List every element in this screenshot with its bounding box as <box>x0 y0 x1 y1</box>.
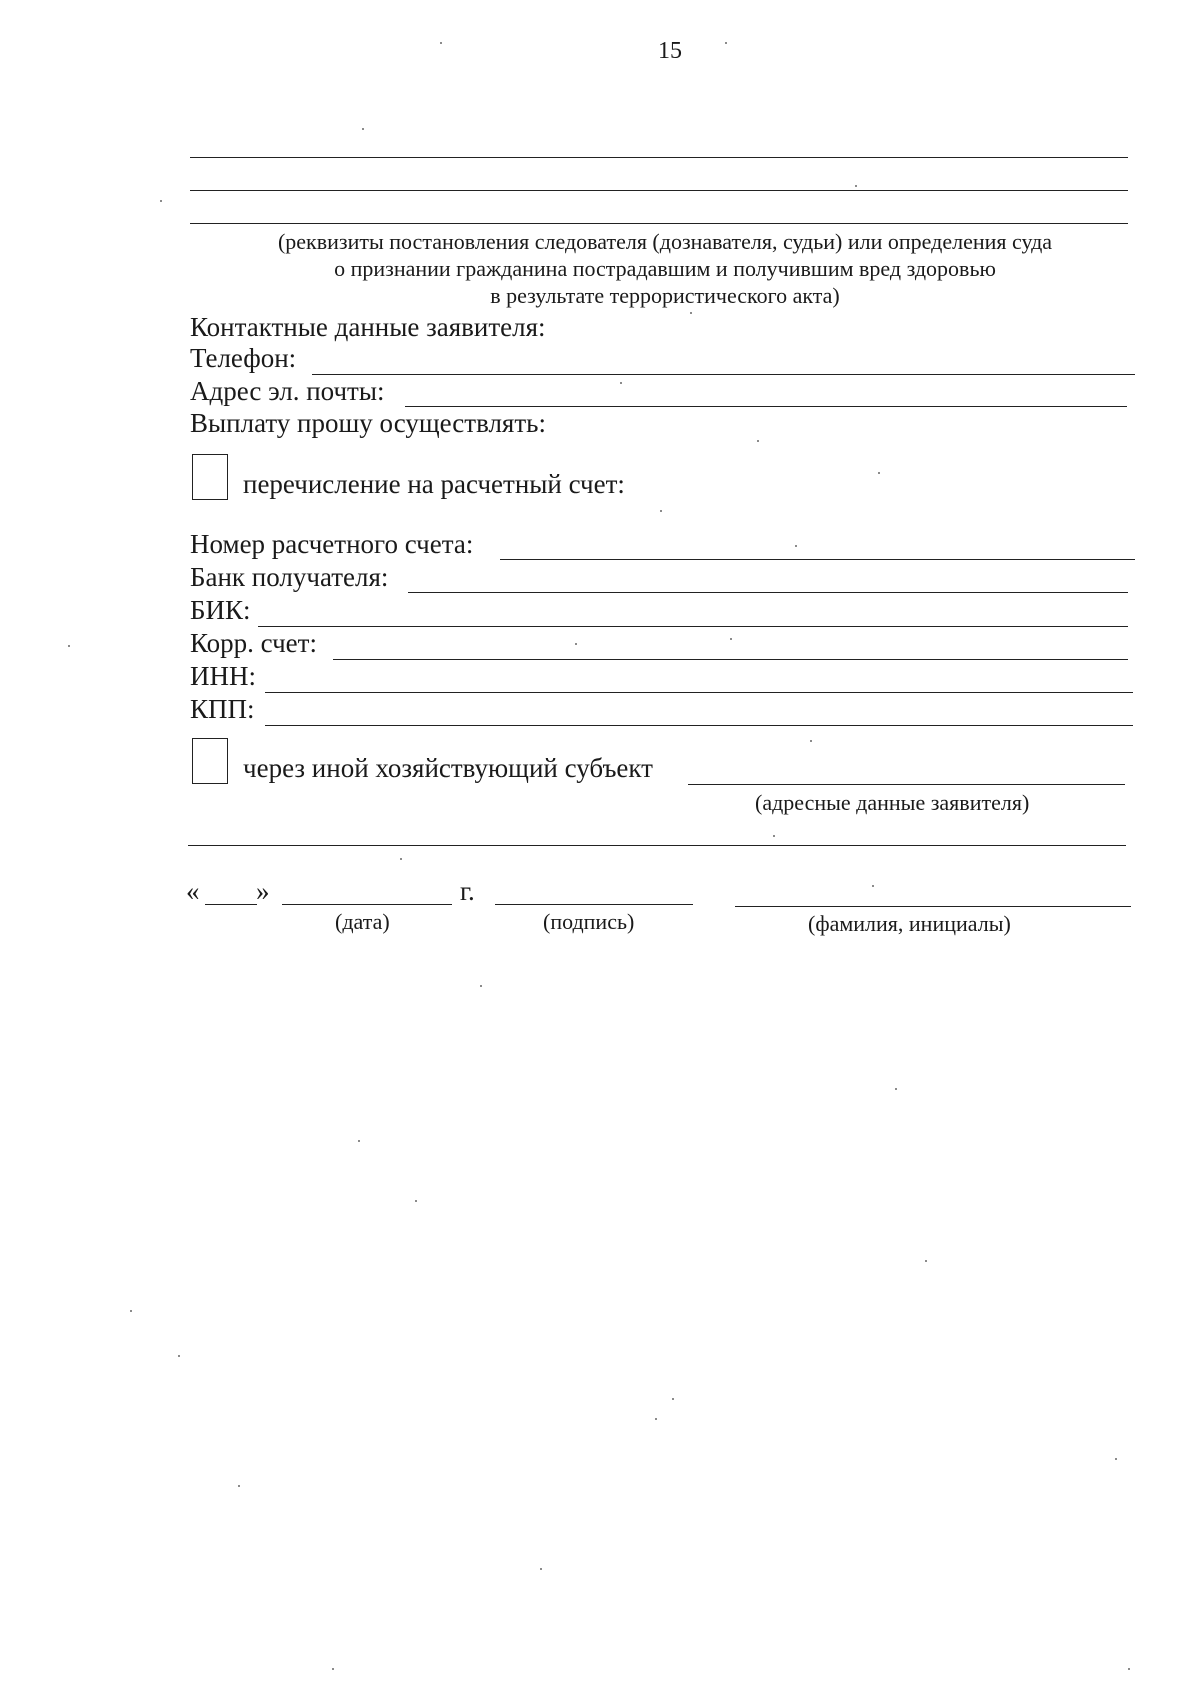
bank-label: Банк получателя: <box>190 562 389 592</box>
scan-speck <box>810 740 812 742</box>
scan-speck <box>872 885 874 887</box>
phone-field[interactable] <box>312 374 1135 375</box>
date-month-field[interactable] <box>282 904 452 905</box>
bank-field[interactable] <box>408 592 1128 593</box>
decree-caption-line-2: о признании гражданина пострадавшим и получившим вред здоровью <box>334 256 996 281</box>
corr-account-label: Корр. счет: <box>190 628 317 658</box>
other-entity-label: через иной хозяйствующий субъект <box>243 753 653 783</box>
email-label: Адрес эл. почты: <box>190 376 385 406</box>
phone-label: Телефон: <box>190 343 297 373</box>
scan-speck <box>855 185 857 187</box>
scan-speck <box>620 382 622 384</box>
payment-heading: Выплату прошу осуществлять: <box>190 408 546 438</box>
page-number: 15 <box>658 38 682 64</box>
account-number-field[interactable] <box>500 559 1135 560</box>
date-caption: (дата) <box>335 909 390 934</box>
scan-speck <box>160 200 162 202</box>
account-transfer-label: перечисление на расчетный счет: <box>243 469 625 499</box>
contact-heading: Контактные данные заявителя: <box>190 312 546 342</box>
scan-speck <box>795 545 797 547</box>
decree-caption-line-1: (реквизиты постановления следователя (дознавателя, судьи) или определения суда <box>277 229 1053 254</box>
scan-speck <box>895 1088 897 1090</box>
decree-line-1[interactable] <box>190 157 1128 158</box>
inn-label: ИНН: <box>190 661 256 691</box>
date-quote-close: » <box>256 876 270 906</box>
scan-speck <box>68 645 70 647</box>
scan-speck <box>358 1140 360 1142</box>
scan-speck <box>440 42 442 44</box>
kpp-field[interactable] <box>265 725 1133 726</box>
scan-speck <box>130 1310 132 1312</box>
scan-speck <box>362 128 364 130</box>
scan-speck <box>1115 1458 1117 1460</box>
decree-line-3[interactable] <box>190 223 1128 224</box>
name-caption: (фамилия, инициалы) <box>808 911 1011 936</box>
other-entity-field[interactable] <box>688 784 1125 785</box>
date-quote-open: « <box>186 876 200 906</box>
decree-caption <box>190 228 1140 309</box>
scan-speck <box>332 1668 334 1670</box>
year-suffix: г. <box>460 876 475 906</box>
bik-field[interactable] <box>258 626 1128 627</box>
scan-speck <box>655 1418 657 1420</box>
scan-speck <box>730 638 732 640</box>
scan-speck <box>415 1200 417 1202</box>
corr-account-field[interactable] <box>333 659 1128 660</box>
scan-speck <box>178 1355 180 1357</box>
account-transfer-checkbox[interactable] <box>192 454 228 500</box>
scan-speck <box>925 1260 927 1262</box>
bik-label: БИК: <box>190 595 251 625</box>
decree-caption-line-3: в результате террористического акта) <box>490 283 840 308</box>
scan-speck <box>672 1398 674 1400</box>
signature-field[interactable] <box>495 904 693 905</box>
address-caption: (адресные данные заявителя) <box>755 790 1030 815</box>
signature-caption: (подпись) <box>543 909 635 934</box>
scan-speck <box>660 510 662 512</box>
other-entity-checkbox[interactable] <box>192 738 228 784</box>
date-day-field[interactable] <box>205 904 257 905</box>
scan-speck <box>878 472 880 474</box>
scan-speck <box>238 1485 240 1487</box>
email-field[interactable] <box>405 406 1127 407</box>
scan-speck <box>540 1568 542 1570</box>
scan-speck <box>575 643 577 645</box>
account-number-label: Номер расчетного счета: <box>190 529 474 559</box>
scan-speck <box>1128 1668 1130 1670</box>
address-field[interactable] <box>188 845 1126 846</box>
scan-speck <box>400 858 402 860</box>
scan-speck <box>757 440 759 442</box>
scan-speck <box>480 985 482 987</box>
scan-speck <box>773 835 775 837</box>
scan-speck <box>725 42 727 44</box>
decree-line-2[interactable] <box>190 190 1128 191</box>
kpp-label: КПП: <box>190 694 255 724</box>
inn-field[interactable] <box>265 692 1133 693</box>
scan-speck <box>690 312 692 314</box>
name-field[interactable] <box>735 906 1131 907</box>
